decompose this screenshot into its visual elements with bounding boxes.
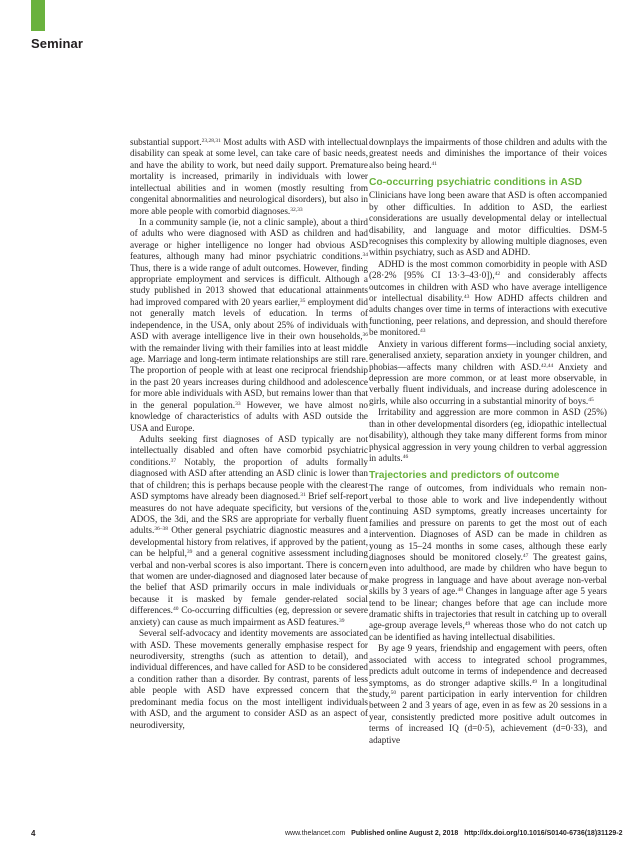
- reference-superscript[interactable]: 37: [170, 457, 177, 464]
- text-run: Changes in language after age 5 years tend to be linear; changes before that age can include more dramatic shifts in trajectories that result in catching up to overall age-group average levels,: [369, 586, 607, 631]
- text-run: and considerably affects outcomes in children with ASD who have average intelligence or intellectual disability.: [369, 270, 607, 304]
- reference-superscript[interactable]: 47: [522, 552, 529, 559]
- body-paragraph: [369, 407, 607, 464]
- text-run: employment did not generally match levels of education. In terms of independence, in the USA, only about 25% of individuals with ASD with average intelligence live in their own households,: [130, 296, 369, 342]
- text-run: whereas those who do not catch up can be identified as having intellectual disabilities.: [369, 620, 608, 642]
- text-run: substantial support.: [130, 137, 202, 147]
- reference-superscript[interactable]: 46: [402, 453, 409, 460]
- text-run: Anxiety in various different forms—including social anxiety, generalised anxiety, separation anxiety in younger children, and phobias—affects many children with ASD.: [369, 338, 607, 372]
- body-paragraph: [130, 217, 368, 434]
- reference-superscript[interactable]: 49: [531, 678, 538, 685]
- text-run: The range of outcomes, from individuals who remain non-verbal to those able to work and live independently without continuing ASD symptoms, greatly increases uncertainty for families and pressure on parents to get the most out of each intervention. Diagnoses of ASD can be made in children as young as 15–24 months in some cases, although these early diagnoses should be monitored closely.: [369, 483, 607, 562]
- reference-superscript[interactable]: 40: [172, 606, 179, 613]
- text-run: Brief self-report measures do not have adequate specificity, but versions of the ADOS, the 3di, and the SRS are appropriate for verbally fluent adults.: [130, 491, 368, 536]
- text-run: Clinicians have long been aware that ASD is often accompanied by other difficulties. In addition to ASD, the earliest considerations are usually developmental delay or intellectual disability, and language and motor difficulties. DSM-5 recognises this complexity by allowing multiple diagnoses, even within psychiatry, such as ASD and ADHD.: [369, 190, 607, 258]
- reference-superscript[interactable]: 43: [463, 294, 470, 301]
- text-run: In a community sample (ie, not a clinic sample), about a third of adults who were diagnosed with ASD as children and had average or higher intelligence no longer had obvious ASD features, although many had minor psychiatric conditions.: [130, 216, 368, 262]
- text-run: The greatest gains, even into adulthood, are made by children who have begun to make progress in language and have about average non-verbal skills by 3 years of age.: [369, 551, 607, 597]
- reference-superscript[interactable]: 36: [362, 332, 368, 339]
- page-number: 4: [31, 829, 36, 838]
- text-run: Several self-advocacy and identity movements are associated with ASD. These movements generally emphasise respect for neurodiversity, strengths (such as attention to detail), and individual differences, and have called for ASD to be considered a condition rather than a disorder. By contrast, parents of less able people with ASD have expressed concern that the predominant media focus on the most intelligent individuals with ASD, and the argument to consider ASD as an aspect of neurodiversity,: [130, 628, 368, 730]
- reference-superscript[interactable]: 39: [338, 617, 345, 624]
- reference-superscript[interactable]: 34: [362, 252, 368, 259]
- reference-superscript[interactable]: 45: [588, 396, 594, 403]
- left-column: [130, 137, 368, 731]
- section-heading: Co-occurring psychiatric conditions in ASD: [369, 177, 583, 189]
- reference-superscript[interactable]: 42,44: [540, 362, 554, 369]
- reference-superscript[interactable]: 50: [390, 689, 397, 696]
- reference-superscript[interactable]: 43: [420, 328, 426, 335]
- text-run: However, we have almost no knowledge of characteristics of adults with ASD outside the USA and Europe.: [130, 399, 369, 433]
- text-run: ADHD is the most common comorbidity in people with ASD (28·2% [95% CI 13·3–43·0]),: [369, 258, 607, 281]
- body-paragraph: [130, 137, 368, 217]
- text-run: In a longitudinal study,: [369, 677, 607, 699]
- text-run: Irritability and aggression are more common in ASD (25%) than in other developmental disorders (eg, idiopathic intellectual disability), although they take many different forms from minor physical aggression in very young children to verbal aggression in adults.: [369, 407, 607, 463]
- footer-citation: [285, 830, 622, 837]
- section-label: Seminar: [31, 36, 84, 51]
- text-run: with the remainder living with their families into at least middle age. Marriage and long-term intimate relationships are still rare. The proportion of people with at least one reciprocal friendship in the past 20 years increases during childhood and adolescence for more able individuals with ASD, but remains lower than that in the general population.: [130, 342, 368, 410]
- body-paragraph: [130, 434, 368, 628]
- body-paragraph: [369, 137, 607, 171]
- text-run: By age 9 years, friendship and engagement with peers, often associated with access to integrated school programmes, predicts adult outcome in terms of independence and decreased symptoms, as do stronger adaptive skills.: [369, 643, 607, 688]
- right-column: [369, 137, 607, 746]
- body-paragraph: [369, 339, 607, 408]
- body-paragraph: [369, 643, 607, 746]
- reference-superscript[interactable]: 41: [431, 160, 438, 167]
- text-run: downplays the impairments of those children and adults with the greatest needs and diminishes the importance of their voices also being heard.: [369, 137, 607, 170]
- brand-color-bar: [31, 0, 45, 31]
- text-run: Co-occurring difficulties (eg, depression or severe anxiety) can cause as much impairment as ASD features.: [130, 605, 368, 627]
- reference-superscript[interactable]: 33: [235, 400, 241, 407]
- reference-superscript[interactable]: 23,28,31: [201, 138, 221, 144]
- text-run: Thus, there is a wide range of adult outcomes. However, finding appropriate employment and services is difficult. Although a study published in 2013 showed that educational attainments had improved compared with 20 years earlier,: [130, 262, 368, 307]
- reference-superscript[interactable]: 42: [494, 271, 501, 278]
- text-run: Most adults with ASD with intellectual disability can speak at some level, can take care of basic needs, and have the ability to work, but need daily support. Premature mortality is increased, primarily in individuals with lower intellectual abilities and in women (mostly resulting from congenital abnormalities and neurological disorders), but also in more able people with comorbid diagnoses.: [130, 137, 368, 216]
- text-run: How ADHD affects children and adults changes over time in terms of interactions with executive functioning, peer relations, and depression, and should therefore be monitored.: [369, 293, 607, 338]
- reference-superscript[interactable]: 48: [457, 587, 463, 594]
- body-paragraph: [369, 483, 607, 643]
- section-heading: Trajectories and predictors of outcome: [369, 470, 560, 482]
- text-run: parent participation in early intervention for children between 2 and 3 years of age, even in as few as 20 sessions in a year, consistently predicted more positive adult outcomes in terms of increased IQ (d=0·5), achievement (d=0·33), and adaptive: [369, 688, 607, 745]
- footer-doi[interactable]: http://dx.doi.org/10.1016/S0140-6736(18)31129-2: [464, 830, 623, 837]
- text-run: Notably, the proportion of adults formally diagnosed with ASD after attending an ASD clinic is lower than that of children; this is perhaps because people with the clearest ASD symptoms have already been diagnosed.: [130, 456, 368, 502]
- reference-superscript[interactable]: 39: [186, 549, 193, 556]
- body-paragraph: [369, 259, 607, 339]
- reference-superscript[interactable]: 49: [464, 621, 471, 628]
- footer-site[interactable]: www.thelancet.com: [285, 830, 346, 837]
- reference-superscript[interactable]: 31: [300, 492, 306, 499]
- reference-superscript[interactable]: 36–38: [154, 526, 168, 533]
- text-run: Adults seeking first diagnoses of ASD typically are not intellectually disabled and often have comorbid psychiatric conditions.: [130, 433, 368, 467]
- footer-published: Published online August 2, 2018: [351, 830, 459, 837]
- reference-superscript[interactable]: 35: [299, 297, 306, 304]
- text-run: Anxiety and depression are more common, or at least more observable, in verbally fluent individuals, and increase during adolescence in girls, while also occurring in a substantial minority of boys.: [369, 361, 607, 406]
- body-paragraph: [130, 628, 368, 731]
- reference-superscript[interactable]: 32,33: [290, 206, 303, 213]
- body-paragraph: [369, 190, 607, 259]
- text-run: and a general cognitive assessment including verbal and non-verbal scores is also important. There is concern that women are under-diagnosed and diagnosed later because of the belief that ASD primarily occurs in male individuals or because it is masked by female gender-related social differences.: [130, 548, 368, 616]
- text-run: Other general psychiatric diagnostic measures and a developmental history from relatives, if approved by the patient, can be helpful,: [130, 525, 368, 559]
